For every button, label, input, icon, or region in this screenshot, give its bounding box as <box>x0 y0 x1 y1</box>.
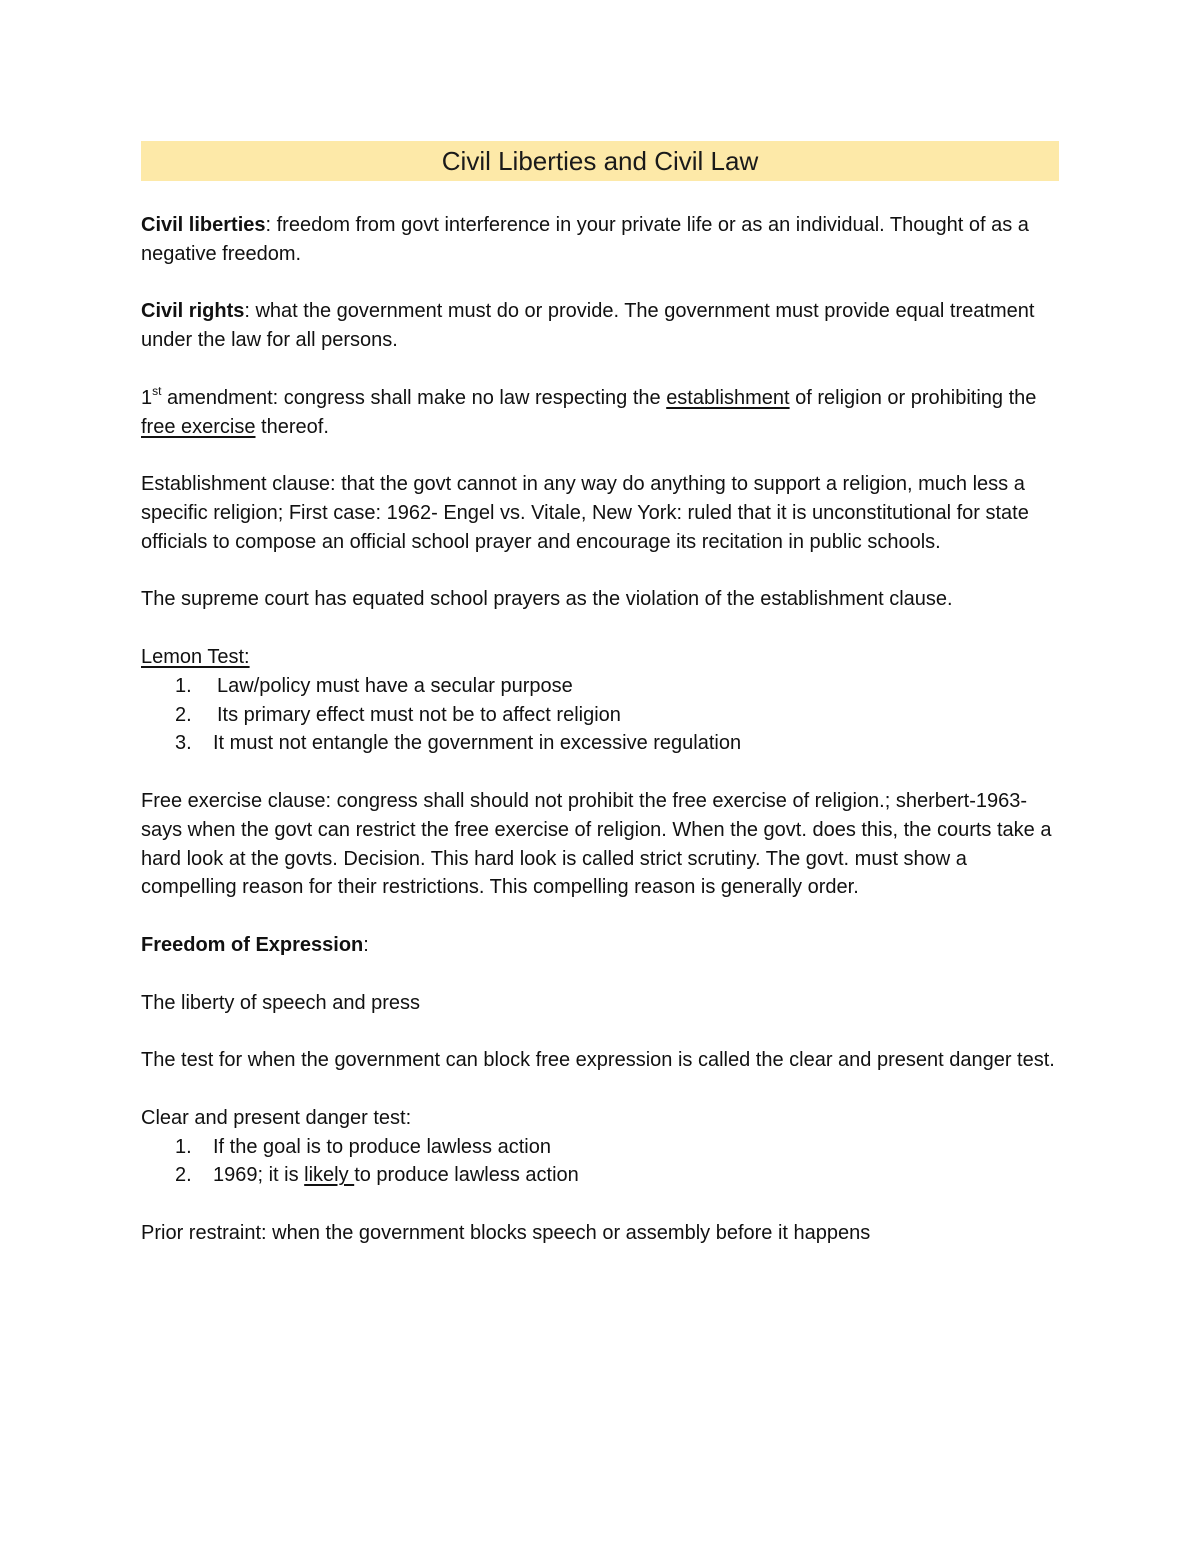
civil-liberties-sep: : <box>265 214 272 236</box>
civil-rights-term: Civil rights <box>141 300 245 323</box>
list-item-number: 2. <box>175 703 192 726</box>
list-item-text: Law/policy must have a secular purpose <box>217 674 573 697</box>
free-exercise-underlined: free exercise <box>141 415 256 438</box>
lemon-test-list <box>141 672 1059 758</box>
list-item-text-pre: 1969; it is <box>213 1164 305 1187</box>
first-amendment-paragraph <box>141 384 1059 442</box>
list-item-number: 1. <box>175 674 192 697</box>
clear-present-list <box>141 1133 1059 1191</box>
list-item-number: 3. <box>175 732 192 755</box>
civil-rights-sep: : <box>244 300 250 323</box>
free-exercise-paragraph: Free exercise clause: congress shall should not prohibit the free exercise of religion.; sherbert-1963-says when the govt can restrict the free exercise of religion. When the govt. does this, the courts take a hard look at the govts. Decision. This hard look is called strict scrutiny. The govt. must show a compelling reason for their restrictions. This compelling reason is generally order. <box>141 789 1052 899</box>
list-item <box>141 672 1059 701</box>
list-item <box>141 1161 1059 1190</box>
list-item <box>141 1133 1059 1162</box>
establishment-clause-paragraph: Establishment clause: that the govt cannot in any way do anything to support a religion, much less a specific religion; First case: 1962- Engel vs. Vitale, New York: ruled that it is unconstitutional for state officials to compose an official school prayer and encourage its recitation in public schools. <box>141 473 1029 553</box>
list-item-text: It must not entangle the government in excessive regulation <box>213 732 742 755</box>
first-amendment-text-1: amendment: congress shall make no law respecting the <box>161 386 667 409</box>
document-page <box>141 141 1059 1248</box>
supreme-court-paragraph: The supreme court has equated school prayers as the violation of the establishment clause. <box>141 588 953 611</box>
list-item <box>141 701 1059 730</box>
first-amendment-number: 1 <box>141 386 153 409</box>
freedom-of-expression-term: Freedom of Expression <box>141 933 364 956</box>
list-item <box>141 729 1059 758</box>
list-item-number: 2. <box>175 1164 192 1187</box>
lemon-test-heading: Lemon Test: <box>141 645 250 668</box>
first-amendment-text-2: of religion or prohibiting the <box>789 386 1037 409</box>
list-item-text: Its primary effect must not be to affect religion <box>217 703 621 726</box>
civil-rights-paragraph <box>141 297 1059 355</box>
list-item-text-post: to produce lawless action <box>354 1164 579 1187</box>
civil-liberties-paragraph <box>141 211 1059 269</box>
document-title: Civil Liberties and Civil Law <box>141 141 1059 181</box>
clear-present-test-paragraph: The test for when the government can block free expression is called the clear and present danger test. <box>141 1049 1055 1072</box>
freedom-of-expression-sep: : <box>363 933 369 956</box>
list-item-text <box>213 1161 579 1190</box>
prior-restraint-paragraph: Prior restraint: when the government blocks speech or assembly before it happens <box>141 1221 871 1244</box>
likely-underlined: likely <box>304 1164 355 1187</box>
first-amendment-ordinal: st <box>152 383 162 398</box>
first-amendment-text-3: thereof. <box>255 415 329 438</box>
liberty-of-speech-paragraph: The liberty of speech and press <box>141 991 421 1014</box>
civil-liberties-term: Civil liberties <box>141 214 266 236</box>
civil-rights-text: what the government must do or provide. The government must provide equal treatment under the law for all persons. <box>141 300 1035 352</box>
freedom-of-expression-heading <box>141 931 1059 960</box>
civil-liberties-text: freedom from govt interference in your private life or as an individual. Thought of as a negative freedom. <box>141 214 1029 265</box>
clear-present-heading: Clear and present danger test: <box>141 1106 412 1129</box>
establishment-underlined: establishment <box>666 386 790 409</box>
list-item-number: 1. <box>175 1135 192 1158</box>
list-item-text: If the goal is to produce lawless action <box>213 1135 551 1158</box>
